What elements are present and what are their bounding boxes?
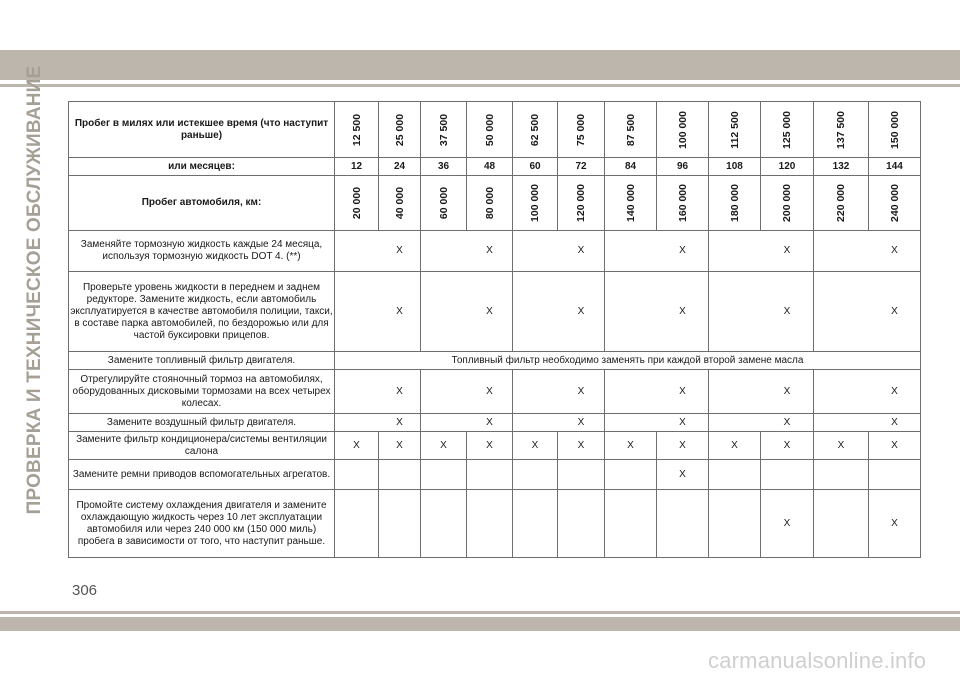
table-row	[69, 432, 921, 460]
interval-mark	[335, 460, 379, 490]
km-header-value: 160 000	[676, 184, 689, 222]
interval-mark: X	[558, 370, 605, 414]
interval-mark	[709, 272, 761, 352]
interval-mark: X	[761, 231, 814, 272]
interval-mark	[513, 414, 558, 432]
months-label: или месяцев:	[69, 158, 335, 176]
interval-mark	[379, 490, 421, 558]
miles-header-cell	[335, 102, 379, 158]
table-row	[69, 272, 921, 352]
interval-mark	[709, 231, 761, 272]
km-header-wrap	[834, 177, 848, 229]
miles-header-value: 75 000	[575, 113, 587, 146]
interval-mark: X	[513, 432, 558, 460]
interval-mark: X	[605, 432, 657, 460]
interval-mark: X	[657, 272, 709, 352]
miles-header-cell	[605, 102, 657, 158]
table-row	[69, 490, 921, 558]
interval-mark	[605, 460, 657, 490]
miles-header-wrap	[483, 106, 497, 154]
interval-note: Топливный фильтр необходимо заменять при каждой второй замене масла	[335, 352, 921, 370]
interval-mark: X	[467, 370, 513, 414]
interval-mark	[709, 414, 761, 432]
km-header-value: 120 000	[575, 184, 587, 222]
miles-header-value: 137 500	[835, 110, 847, 149]
km-header-cell	[814, 176, 869, 231]
bottom-decorative-band	[0, 617, 960, 631]
miles-header-wrap	[728, 106, 742, 154]
interval-mark: X	[379, 272, 421, 352]
months-header-cell: 36	[421, 158, 467, 176]
task-description: Замените топливный фильтр двигателя.	[69, 352, 335, 370]
miles-header-wrap	[393, 106, 407, 154]
km-header-value: 80 000	[483, 186, 496, 220]
interval-mark: X	[657, 432, 709, 460]
miles-header-value: 50 000	[483, 113, 496, 146]
km-header-cell	[869, 176, 921, 231]
interval-mark: X	[709, 432, 761, 460]
task-description: Отрегулируйте стояночный тормоз на автомобилях, оборудованных дисковыми тормозами на всех четырех колесах.	[69, 370, 335, 414]
interval-mark: X	[869, 414, 921, 432]
interval-mark: X	[869, 370, 921, 414]
task-description: Замените фильтр кондиционера/системы вентиляции салона	[69, 432, 335, 460]
miles-header-cell	[558, 102, 605, 158]
maintenance-schedule-table	[68, 101, 921, 558]
interval-mark	[814, 272, 869, 352]
km-header-wrap	[437, 177, 451, 229]
miles-header-wrap	[676, 106, 690, 154]
km-header-value: 220 000	[835, 184, 847, 222]
interval-mark	[335, 414, 379, 432]
interval-mark: X	[761, 414, 814, 432]
km-header-value: 200 000	[781, 184, 793, 222]
km-header-cell	[335, 176, 379, 231]
interval-mark	[709, 490, 761, 558]
interval-mark: X	[761, 370, 814, 414]
interval-mark	[513, 460, 558, 490]
km-header-wrap	[483, 177, 497, 229]
table-row	[69, 370, 921, 414]
months-header-cell: 108	[709, 158, 761, 176]
interval-mark: X	[761, 272, 814, 352]
months-header-cell: 96	[657, 158, 709, 176]
miles-header-wrap	[574, 106, 588, 154]
top-decorative-band	[0, 50, 960, 80]
months-header-cell: 60	[513, 158, 558, 176]
miles-header-value: 12 500	[350, 113, 363, 146]
km-header-wrap	[728, 177, 742, 229]
km-header-wrap	[888, 177, 902, 229]
interval-mark: X	[869, 231, 921, 272]
section-side-title	[22, 65, 48, 515]
km-header-value: 40 000	[393, 186, 406, 220]
km-header-cell	[513, 176, 558, 231]
interval-mark: X	[869, 272, 921, 352]
interval-mark	[513, 490, 558, 558]
km-label: Пробег автомобиля, км:	[69, 176, 335, 231]
interval-mark: X	[558, 432, 605, 460]
km-header-value: 20 000	[350, 186, 363, 220]
miles-header-cell	[709, 102, 761, 158]
interval-mark	[335, 231, 379, 272]
interval-mark: X	[379, 231, 421, 272]
interval-mark	[467, 490, 513, 558]
interval-mark	[605, 490, 657, 558]
miles-header-cell	[379, 102, 421, 158]
months-header-cell: 84	[605, 158, 657, 176]
interval-mark: X	[379, 370, 421, 414]
miles-label: Пробег в милях или истекшее время (что наступит раньше)	[69, 102, 335, 158]
km-header-cell	[657, 176, 709, 231]
miles-header-wrap	[888, 106, 902, 154]
km-header-value: 60 000	[437, 186, 450, 220]
km-header-wrap	[528, 177, 542, 229]
interval-mark: X	[379, 414, 421, 432]
interval-mark	[421, 231, 467, 272]
interval-mark	[869, 460, 921, 490]
interval-mark	[605, 231, 657, 272]
miles-header-value: 100 000	[676, 110, 689, 149]
interval-mark: X	[657, 231, 709, 272]
miles-header-cell	[513, 102, 558, 158]
km-header-wrap	[393, 177, 407, 229]
watermark-text: carmanualsonline.info	[708, 648, 927, 673]
km-header-wrap	[624, 177, 638, 229]
section-side-title-text: ПРОВЕРКА И ТЕХНИЧЕСКОЕ ОБСЛУЖИВАНИЕ	[24, 65, 45, 515]
interval-mark	[421, 490, 467, 558]
task-description: Замените воздушный фильтр двигателя.	[69, 414, 335, 432]
interval-mark	[513, 231, 558, 272]
interval-mark: X	[467, 432, 513, 460]
miles-header-wrap	[624, 106, 638, 154]
km-header-cell	[379, 176, 421, 231]
km-header-value: 140 000	[624, 184, 637, 222]
task-description: Заменяйте тормозную жидкость каждые 24 месяца, используя тормозную жидкость DOT 4. (**)	[69, 231, 335, 272]
table-row	[69, 231, 921, 272]
interval-mark: X	[421, 432, 467, 460]
miles-header-wrap	[780, 106, 794, 154]
header-row-months	[69, 158, 921, 176]
miles-header-value: 125 000	[781, 110, 793, 149]
interval-mark: X	[657, 460, 709, 490]
interval-mark	[657, 490, 709, 558]
miles-header-cell	[761, 102, 814, 158]
months-header-cell: 132	[814, 158, 869, 176]
interval-mark	[421, 414, 467, 432]
interval-mark	[558, 490, 605, 558]
km-header-wrap	[574, 177, 588, 229]
task-description: Промойте систему охлаждения двигателя и замените охлаждающую жидкость через 10 лет эксплуатации автомобиля или через 240 000 км (150 000 миль) пробега в зависимости от того, что наступит раньше.	[69, 490, 335, 558]
table-row	[69, 460, 921, 490]
miles-header-cell	[814, 102, 869, 158]
table-row	[69, 414, 921, 432]
months-header-cell: 12	[335, 158, 379, 176]
header-row-miles	[69, 102, 921, 158]
months-header-cell: 144	[869, 158, 921, 176]
interval-mark	[709, 370, 761, 414]
km-header-cell	[761, 176, 814, 231]
interval-mark: X	[761, 432, 814, 460]
miles-header-wrap	[834, 106, 848, 154]
interval-mark	[709, 460, 761, 490]
interval-mark	[513, 272, 558, 352]
km-header-cell	[709, 176, 761, 231]
interval-mark	[814, 231, 869, 272]
page-number: 306	[72, 582, 98, 599]
km-header-value: 180 000	[728, 184, 741, 222]
miles-header-value: 150 000	[888, 110, 901, 149]
interval-mark	[761, 460, 814, 490]
interval-mark	[421, 272, 467, 352]
miles-header-wrap	[350, 106, 364, 154]
months-header-cell: 24	[379, 158, 421, 176]
interval-mark: X	[335, 432, 379, 460]
miles-header-cell	[657, 102, 709, 158]
months-header-cell: 120	[761, 158, 814, 176]
km-header-wrap	[676, 177, 690, 229]
interval-mark	[814, 460, 869, 490]
km-header-cell	[605, 176, 657, 231]
interval-mark	[605, 370, 657, 414]
interval-mark	[335, 370, 379, 414]
header-row-km	[69, 176, 921, 231]
bottom-divider-line	[0, 611, 960, 614]
interval-mark	[335, 490, 379, 558]
km-header-cell	[421, 176, 467, 231]
interval-mark: X	[657, 370, 709, 414]
interval-mark	[379, 460, 421, 490]
interval-mark	[513, 370, 558, 414]
interval-mark: X	[379, 432, 421, 460]
km-header-wrap	[780, 177, 794, 229]
interval-mark: X	[467, 414, 513, 432]
interval-mark	[421, 370, 467, 414]
km-header-value: 100 000	[529, 184, 541, 222]
interval-mark: X	[467, 272, 513, 352]
top-divider-line	[0, 84, 960, 87]
task-description: Проверьте уровень жидкости в переднем и заднем редукторе. Замените жидкость, если автомобиль эксплуатируется в качестве автомобиля полиции, такси, в составе парка автомобилей, по бездорожью или для частой буксировки прицепов.	[69, 272, 335, 352]
miles-header-value: 25 000	[393, 113, 406, 146]
interval-mark: X	[558, 231, 605, 272]
miles-header-value: 62 500	[529, 113, 541, 146]
miles-header-value: 87 500	[624, 113, 637, 146]
interval-mark	[605, 414, 657, 432]
miles-header-value: 37 500	[437, 113, 450, 146]
miles-header-wrap	[528, 106, 542, 154]
interval-mark	[814, 414, 869, 432]
interval-mark	[605, 272, 657, 352]
interval-mark: X	[814, 432, 869, 460]
interval-mark	[814, 370, 869, 414]
km-header-cell	[467, 176, 513, 231]
km-header-wrap	[350, 177, 364, 229]
interval-mark: X	[869, 432, 921, 460]
miles-header-cell	[421, 102, 467, 158]
months-header-cell: 48	[467, 158, 513, 176]
miles-header-cell	[467, 102, 513, 158]
interval-mark	[814, 490, 869, 558]
km-header-value: 240 000	[888, 184, 901, 222]
interval-mark	[421, 460, 467, 490]
miles-header-wrap	[437, 106, 451, 154]
interval-mark: X	[467, 231, 513, 272]
interval-mark	[335, 272, 379, 352]
miles-header-value: 112 500	[728, 110, 741, 149]
table-row	[69, 352, 921, 370]
task-description: Замените ремни приводов вспомогательных агрегатов.	[69, 460, 335, 490]
interval-mark	[558, 460, 605, 490]
interval-mark: X	[558, 272, 605, 352]
interval-mark: X	[869, 490, 921, 558]
interval-mark: X	[558, 414, 605, 432]
interval-mark: X	[761, 490, 814, 558]
interval-mark: X	[657, 414, 709, 432]
miles-header-cell	[869, 102, 921, 158]
interval-mark	[467, 460, 513, 490]
km-header-cell	[558, 176, 605, 231]
months-header-cell: 72	[558, 158, 605, 176]
